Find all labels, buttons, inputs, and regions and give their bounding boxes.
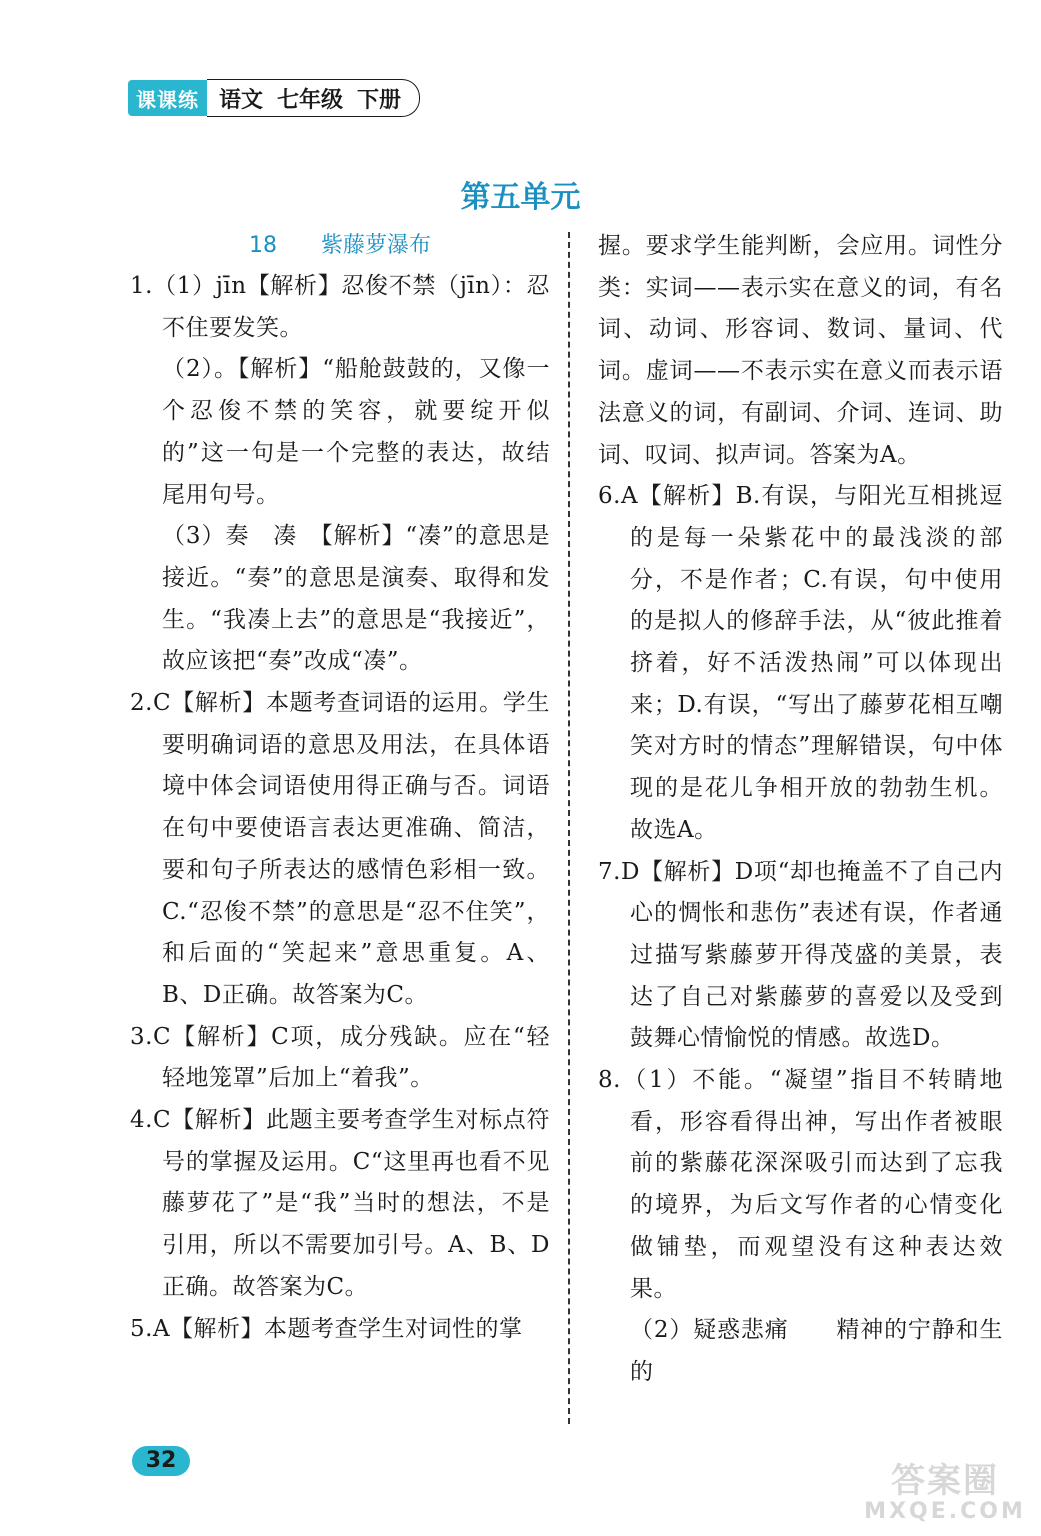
series-logo <box>128 80 207 116</box>
answer-7: 7.D【解析】D项“却也掩盖不了自己内心的惆怅和悲伤”表述有误，作者通过描写紫藤萝开得茂盛的美景，表达了自己对紫藤萝的喜爱以及受到鼓舞心情愉悦的情感。故选D。 <box>598 858 1003 1052</box>
answer-5-start: 5.A【解析】本题考查学生对词性的掌 <box>130 1315 523 1342</box>
lesson-heading <box>130 226 550 266</box>
lesson-number: 18 <box>248 233 277 258</box>
answer-4: 4.C【解析】此题主要考查学生对标点符号的掌握及运用。C“这里再也看不见藤萝花了”是“我”当时的想法，不是引用，所以不需要加引号。A、B、D正确。故答案为C。 <box>130 1107 550 1300</box>
right-column <box>598 226 1003 1394</box>
watermark-text: 答案圈 <box>891 1461 999 1501</box>
answer-2: 2.C【解析】本题考查词语的运用。学生要明确词语的意思及用法，在具体语境中体会词语使用得正确与否。词语在句中要使语言表达更准确、简洁，要和句子所表达的感情色彩相一致。C.“忍俊不禁”的意思是“忍不住笑”，和后面的“笑起来”意思重复。A、B、D正确。故答案为C。 <box>130 690 550 1008</box>
column-divider <box>568 232 570 1424</box>
series-name: 课课练 <box>136 87 199 112</box>
answer-1-1: 1.（1）jīn【解析】忍俊不禁（jīn）：忍不住要发笑。 <box>130 273 550 341</box>
answer-8-2: （2）疑惑悲痛 精神的宁静和生的 <box>630 1317 1003 1385</box>
lesson-title: 紫藤萝瀑布 <box>320 233 431 258</box>
answer-8-1: 8.（1）不能。“凝望”指目不转睛地看，形容看得出神，写出作者被眼前的紫藤花深深吸引而达到了忘我的境界，为后文写作者的心情变化做铺垫，而观望没有这种表达效果。 <box>598 1067 1003 1302</box>
book-info <box>207 79 420 117</box>
unit-title: 第五单元 <box>460 180 581 215</box>
watermark-logo <box>860 1462 1030 1528</box>
watermark-url: MXQE.COM <box>864 1499 1026 1524</box>
answer-3: 3.C【解析】C项，成分残缺。应在“轻轻地笼罩”后加上“着我”。 <box>130 1023 550 1092</box>
answer-1-2: （2）。【解析】“船舱鼓鼓的，又像一个忍俊不禁的笑容，就要绽开似的”这一句是一个完整的表达，故结尾用句号。 <box>162 356 550 508</box>
answer-6: 6.A【解析】B.有误，与阳光互相挑逗的是每一朵紫花中的最浅淡的部分，不是作者；C.有误，句中使用的是拟人的修辞手法，从“彼此推着挤着，好不活泼热闹”可以体现出来；D.有误，“写出了藤萝花相互嘲笑对方时的情态”理解错误，句中体现的是花儿争相开放的勃勃生机。故选A。 <box>598 483 1003 843</box>
answer-5-continued: 握。要求学生能判断，会应用。词性分类：实词——表示实在意义的词，有名词、动词、形容词、数词、量词、代词。虚词——不表示实在意义而表示语法意义的词，有副词、介词、连词、助词、叹词、拟声词。答案为A。 <box>598 233 1003 468</box>
subject-label: 语文 <box>219 86 264 113</box>
answer-1-3: （3）奏 凑 【解析】“凑”的意思是接近。“奏”的意思是演奏、取得和发生。“我凑上去”的意思是“我接近”，故应该把“奏”改成“凑”。 <box>162 523 550 675</box>
page-number: 32 <box>132 1446 190 1476</box>
page-header <box>128 78 420 118</box>
left-column <box>130 226 550 1350</box>
volume-label: 下册 <box>357 86 402 113</box>
grade-label: 七年级 <box>277 86 344 113</box>
